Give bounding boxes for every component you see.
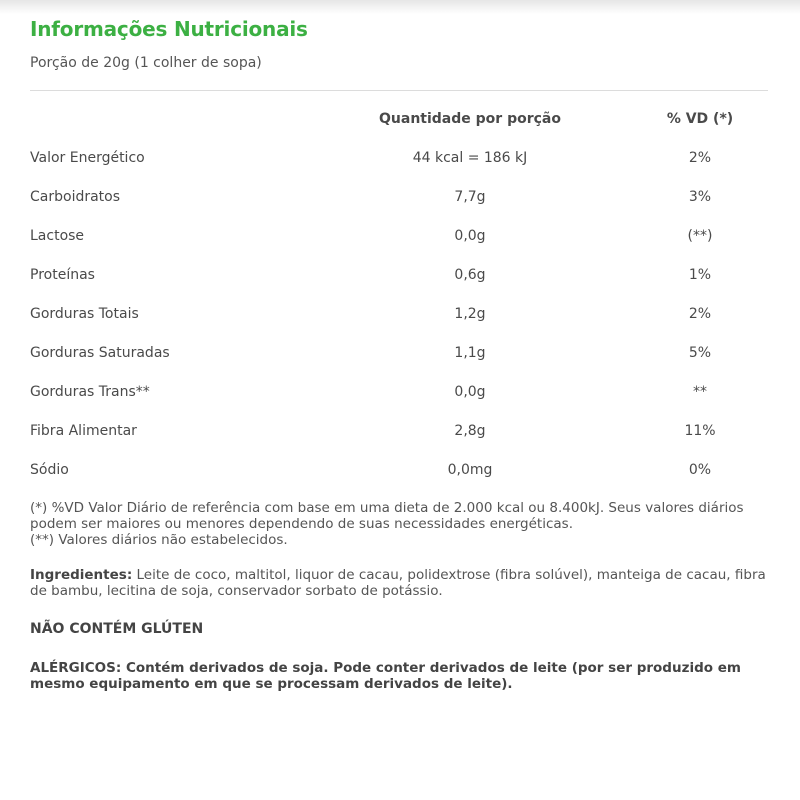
allergens-notice: ALÉRGICOS: Contém derivados de soja. Pode conter derivados de leite (por ser produzido em mesmo equipamento em que se processam derivados de leite).	[30, 660, 741, 692]
table-row	[30, 412, 768, 451]
table-row	[30, 139, 768, 178]
nutrient-name: Proteínas	[30, 267, 95, 283]
nutrient-quantity: 1,1g	[454, 345, 486, 361]
nutrient-name: Gorduras Trans**	[30, 384, 150, 400]
portion-size: Porção de 20g (1 colher de sopa)	[30, 55, 262, 71]
nutrient-quantity: 2,8g	[454, 423, 486, 439]
header-quantity: Quantidade por porção	[379, 111, 561, 127]
nutrient-vd: (**)	[687, 228, 713, 244]
ingredients	[30, 567, 768, 599]
ingredients-text: Leite de coco, maltitol, liquor de cacau, polidextrose (fibra solúvel), manteiga de cacau, fibra de bambu, lecitina de soja, conservador sorbato de potássio.	[30, 567, 766, 599]
footnote-not-established: (**) Valores diários não estabelecidos.	[30, 532, 288, 548]
nutrient-vd: 2%	[688, 306, 712, 322]
ingredients-label: Ingredientes:	[30, 567, 133, 583]
table-row	[30, 217, 768, 256]
nutrient-quantity: 0,6g	[454, 267, 486, 283]
nutrient-name: Fibra Alimentar	[30, 423, 137, 439]
table-row	[30, 451, 768, 490]
nutrient-quantity: 44 kcal = 186 kJ	[412, 150, 528, 166]
table-header	[30, 100, 768, 139]
nutrient-vd: 1%	[688, 267, 712, 283]
nutrient-quantity: 0,0g	[454, 228, 486, 244]
nutrient-name: Sódio	[30, 462, 69, 478]
table-row	[30, 373, 768, 412]
nutrient-quantity: 7,7g	[454, 189, 486, 205]
nutrient-quantity: 1,2g	[454, 306, 486, 322]
nutrient-quantity: 0,0g	[454, 384, 486, 400]
table-row	[30, 295, 768, 334]
table-row	[30, 256, 768, 295]
nutrient-vd: 2%	[688, 150, 712, 166]
footnote-vd: (*) %VD Valor Diário de referência com base em uma dieta de 2.000 kcal ou 8.400kJ. Seus valores diários podem ser maiores ou menores dependendo de suas necessidades energéticas.	[30, 500, 744, 532]
divider	[30, 90, 768, 91]
nutrient-vd: 3%	[688, 189, 712, 205]
table-row	[30, 334, 768, 373]
nutrient-vd: 11%	[684, 423, 716, 439]
nutrient-name: Carboidratos	[30, 189, 121, 205]
nutrient-name: Valor Energético	[30, 150, 145, 166]
page-title: Informações Nutricionais	[30, 17, 308, 41]
nutrient-vd: **	[693, 384, 707, 400]
nutrient-name: Gorduras Saturadas	[30, 345, 170, 361]
nutrient-vd: 5%	[688, 345, 712, 361]
footnotes	[30, 500, 768, 548]
table-row	[30, 178, 768, 217]
nutrient-name: Lactose	[30, 228, 85, 244]
gluten-notice: NÃO CONTÉM GLÚTEN	[30, 621, 204, 637]
nutrient-quantity: 0,0mg	[447, 462, 493, 478]
header-vd: % VD (*)	[666, 111, 734, 127]
nutrient-vd: 0%	[688, 462, 712, 478]
nutrient-name: Gorduras Totais	[30, 306, 139, 322]
top-shadow	[0, 0, 800, 14]
nutrition-table	[30, 100, 768, 490]
